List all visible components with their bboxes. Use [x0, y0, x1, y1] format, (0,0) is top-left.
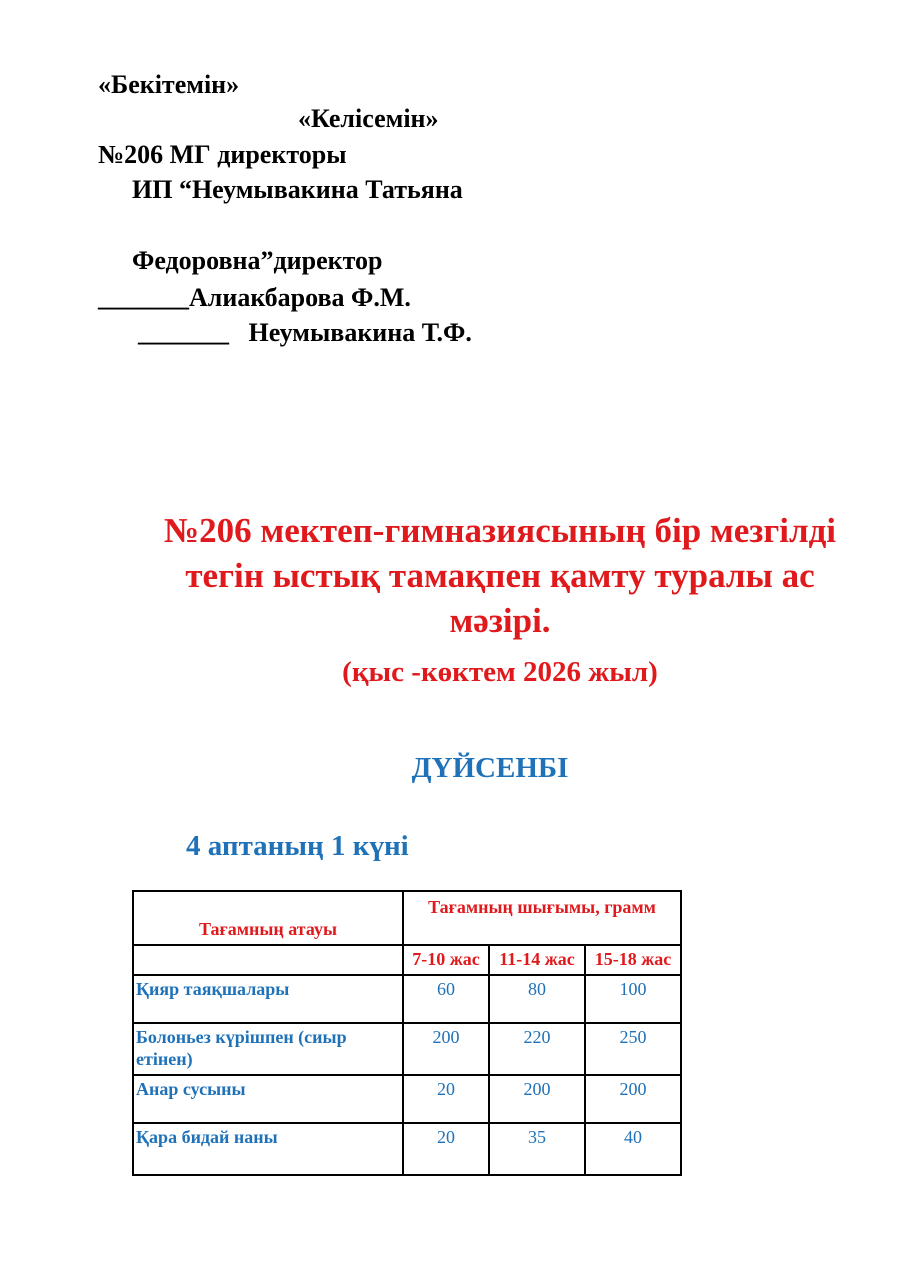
- portion-15-18: 100: [585, 975, 681, 1023]
- menu-period: (қыс -көктем 2026 жыл): [342, 656, 658, 688]
- portion-11-14: 220: [489, 1023, 585, 1075]
- table-row: [133, 1075, 681, 1123]
- dish-name: Болоньез күрішпен (сиыр етінен): [133, 1023, 403, 1075]
- portion-15-18: 200: [585, 1075, 681, 1123]
- weekday-title: ДҮЙСЕНБІ: [411, 752, 569, 784]
- dish-name: Анар сусыны: [133, 1075, 403, 1123]
- portion-15-18: 40: [585, 1123, 681, 1175]
- table-row: [133, 975, 681, 1023]
- signature-aliakbarova: _______Алиакбарова Ф.М.: [98, 283, 411, 312]
- week-day-label: 4 аптаның 1 күні: [186, 830, 409, 862]
- menu-title-line1: №206 мектеп-гимназиясының бір мезгілді: [163, 511, 837, 550]
- menu-title-line3: мәзірі.: [449, 601, 551, 640]
- portion-15-18: 250: [585, 1023, 681, 1075]
- portion-11-14: 80: [489, 975, 585, 1023]
- col-header-yield: Тағамның шығымы, грамм: [403, 891, 681, 945]
- company-director: Федоровна”директор: [132, 246, 383, 275]
- empty-cell: [133, 945, 403, 975]
- portion-7-10: 200: [403, 1023, 489, 1075]
- company-name: ИП “Неумывакина Татьяна: [132, 175, 463, 204]
- signature-neumyvakina: _______ Неумывакина Т.Ф.: [138, 318, 472, 347]
- portion-7-10: 20: [403, 1123, 489, 1175]
- table-row: [133, 1023, 681, 1075]
- approval-label: «Бекітемін»: [98, 70, 240, 99]
- dish-name: Қияр таяқшалары: [133, 975, 403, 1023]
- portion-7-10: 60: [403, 975, 489, 1023]
- age-header-11-14: 11-14 жас: [489, 945, 585, 975]
- agreement-label: «Келісемін»: [298, 104, 439, 133]
- age-header-15-18: 15-18 жас: [585, 945, 681, 975]
- menu-table: [132, 890, 682, 1176]
- col-header-dish-name: Тағамның атауы: [133, 891, 403, 945]
- portion-11-14: 200: [489, 1075, 585, 1123]
- portion-7-10: 20: [403, 1075, 489, 1123]
- portion-11-14: 35: [489, 1123, 585, 1175]
- menu-title-line2: тегін ыстық тамақпен қамту туралы ас: [185, 556, 815, 595]
- dish-name: Қара бидай наны: [133, 1123, 403, 1175]
- age-header-7-10: 7-10 жас: [403, 945, 489, 975]
- table-row: [133, 1123, 681, 1175]
- director-school: №206 МГ директоры: [98, 140, 347, 169]
